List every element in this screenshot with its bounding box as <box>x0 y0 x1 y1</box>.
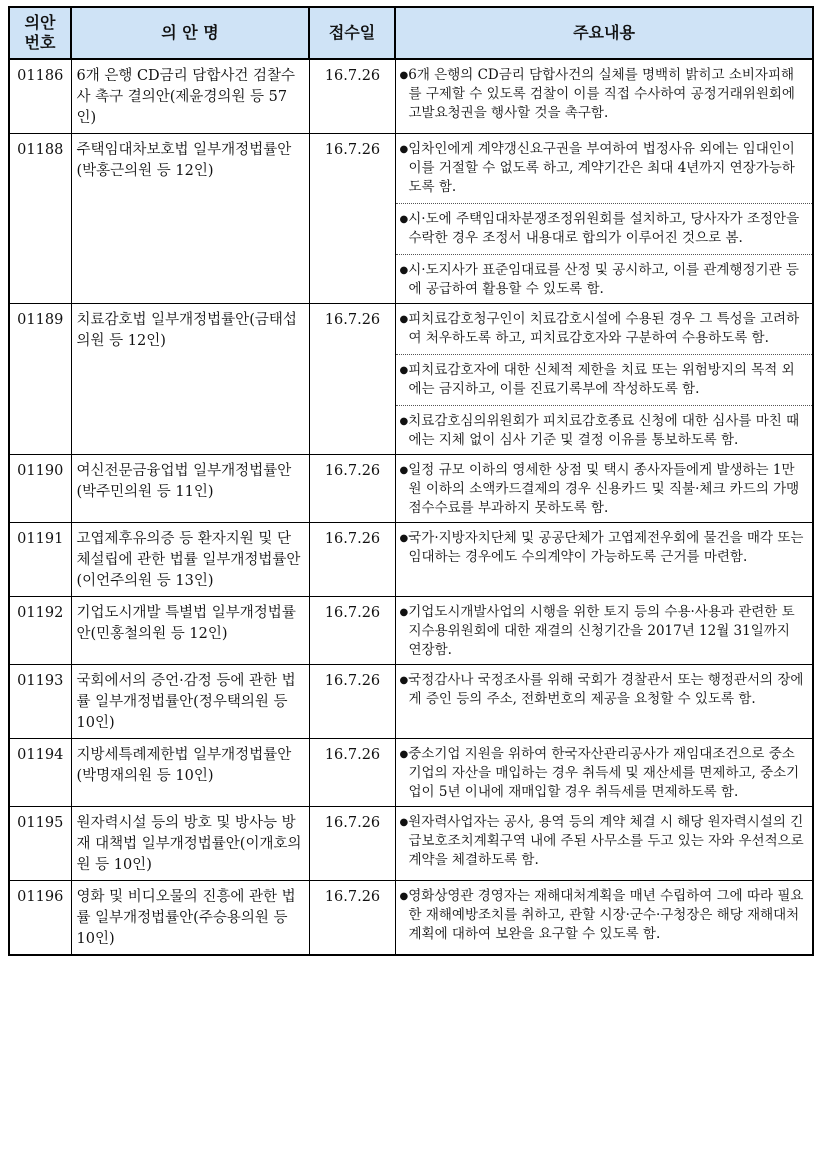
main-content <box>395 134 813 304</box>
bullet-icon: ● <box>399 214 409 225</box>
bullet-icon: ● <box>399 891 409 902</box>
content-item-text: 피치료감호청구인이 치료감호시설에 수용된 경우 그 특성을 고려하여 처우하도록 하고, 피치료감호자와 구분하여 수용하도록 함. <box>408 311 800 346</box>
bill-title: 치료감호법 일부개정법률안(금태섭의원 등 12인) <box>71 304 309 455</box>
main-content <box>395 739 813 807</box>
content-item <box>400 603 807 660</box>
main-content <box>395 665 813 739</box>
bill-number: 01193 <box>9 665 71 739</box>
content-item-text: 6개 은행의 CD금리 담합사건의 실체를 명백히 밝히고 소비자피해를 구제할 수 있도록 검찰이 이를 직접 수사하여 공정거래위원회에 고발요청권을 행사할 것을 촉구함. <box>408 67 795 121</box>
received-date: 16.7.26 <box>309 304 395 455</box>
bullet-icon: ● <box>399 749 409 760</box>
bullet-icon: ● <box>399 144 409 155</box>
table-row <box>9 739 813 807</box>
content-item <box>400 745 807 802</box>
item-divider <box>396 354 813 355</box>
content-item <box>400 461 807 518</box>
bill-number: 01189 <box>9 304 71 455</box>
content-item <box>400 140 807 197</box>
main-content <box>395 304 813 455</box>
table-row <box>9 881 813 956</box>
table-row <box>9 597 813 665</box>
table-header-row <box>9 7 813 59</box>
content-item-text: 중소기업 지원을 위하여 한국자산관리공사가 재임대조건으로 중소기업의 자산을 매입하는 경우 취득세 및 재산세를 면제하고, 중소기업이 5년 이내에 재매입할 경우 취득세를 면제하도록 함. <box>408 746 800 800</box>
bill-number: 01188 <box>9 134 71 304</box>
bullet-icon: ● <box>399 416 409 427</box>
main-content <box>395 455 813 523</box>
header-bill-title: 의 안 명 <box>71 7 309 59</box>
content-item-text: 국가·지방자치단체 및 공공단체가 고엽제전우회에 물건을 매각 또는 임대하는 경우에도 수의계약이 가능하도록 근거를 마련함. <box>408 530 804 565</box>
content-item <box>400 261 807 299</box>
bill-title: 영화 및 비디오물의 진흥에 관한 법률 일부개정법률안(주승용의원 등 10인) <box>71 881 309 956</box>
table-row <box>9 134 813 304</box>
bill-title: 기업도시개발 특별법 일부개정법률안(민홍철의원 등 12인) <box>71 597 309 665</box>
main-content <box>395 59 813 134</box>
table-row <box>9 807 813 881</box>
received-date: 16.7.26 <box>309 455 395 523</box>
bill-title: 6개 은행 CD금리 담합사건 검찰수사 촉구 결의안(제윤경의원 등 57인) <box>71 59 309 134</box>
bullet-icon: ● <box>399 265 409 276</box>
bill-title: 고엽제후유의증 등 환자지원 및 단체설립에 관한 법률 일부개정법률안(이언주의원 등 13인) <box>71 523 309 597</box>
table-row <box>9 304 813 455</box>
bill-number: 01186 <box>9 59 71 134</box>
content-item <box>400 887 807 944</box>
received-date: 16.7.26 <box>309 807 395 881</box>
bullet-icon: ● <box>399 314 409 325</box>
content-item-text: 임차인에게 계약갱신요구권을 부여하여 법정사유 외에는 임대인이 이를 거절할 수 없도록 하고, 계약기간은 최대 4년까지 연장가능하도록 함. <box>408 141 795 195</box>
main-content <box>395 881 813 956</box>
received-date: 16.7.26 <box>309 881 395 956</box>
received-date: 16.7.26 <box>309 597 395 665</box>
content-item <box>400 210 807 248</box>
content-item-text: 원자력사업자는 공사, 용역 등의 계약 체결 시 해당 원자력시설의 긴급보호조치계획구역 내에 주된 사무소를 두고 있는 자와 우선적으로 계약을 체결하도록 함. <box>408 814 804 868</box>
received-date: 16.7.26 <box>309 134 395 304</box>
table-row <box>9 665 813 739</box>
bullet-icon: ● <box>399 365 409 376</box>
bullet-icon: ● <box>399 533 409 544</box>
table-row <box>9 523 813 597</box>
content-item-text: 일정 규모 이하의 영세한 상점 및 택시 종사자들에게 발생하는 1만원 이하의 소액카드결제의 경우 신용카드 및 직불·체크 카드의 가맹점수수료를 부과하지 못하도록 함. <box>408 462 800 516</box>
content-item <box>400 671 807 709</box>
bill-table-container <box>8 6 812 956</box>
content-item <box>400 813 807 870</box>
bill-title: 국회에서의 증언·감정 등에 관한 법률 일부개정법률안(정우택의원 등 10인) <box>71 665 309 739</box>
bill-title: 여신전문금융업법 일부개정법률안(박주민의원 등 11인) <box>71 455 309 523</box>
main-content <box>395 807 813 881</box>
bullet-icon: ● <box>399 817 409 828</box>
content-item-text: 피치료감호자에 대한 신체적 제한을 치료 또는 위험방지의 목적 외에는 금지하고, 이를 진료기록부에 작성하도록 함. <box>408 362 795 397</box>
bill-title: 지방세특례제한법 일부개정법률안(박명재의원 등 10인) <box>71 739 309 807</box>
content-item-text: 기업도시개발사업의 시행을 위한 토지 등의 수용·사용과 관련한 토지수용위원회에 대한 재결의 신청기간을 2017년 12월 31일까지 연장함. <box>408 604 795 658</box>
content-item-text: 시·도에 주택임대차분쟁조정위원회를 설치하고, 당사자가 조정안을 수락한 경우 조정서 내용대로 합의가 이루어진 것으로 봄. <box>408 211 800 246</box>
bill-title: 주택임대차보호법 일부개정법률안(박홍근의원 등 12인) <box>71 134 309 304</box>
content-item-text: 치료감호심의위원회가 피치료감호종료 신청에 대한 심사를 마친 때에는 지체 없이 심사 기준 및 결정 이유를 통보하도록 함. <box>408 413 800 448</box>
received-date: 16.7.26 <box>309 523 395 597</box>
item-divider <box>396 254 813 255</box>
header-received-date: 접수일 <box>309 7 395 59</box>
item-divider <box>396 405 813 406</box>
content-item <box>400 412 807 450</box>
received-date: 16.7.26 <box>309 739 395 807</box>
content-item-text: 시·도지사가 표준임대료를 산정 및 공시하고, 이를 관계행정기관 등에 공급하여 활용할 수 있도록 함. <box>408 262 799 297</box>
bullet-icon: ● <box>399 675 409 686</box>
content-item <box>400 310 807 348</box>
bullet-icon: ● <box>399 465 409 476</box>
bullet-icon: ● <box>399 70 409 81</box>
received-date: 16.7.26 <box>309 59 395 134</box>
bill-number: 01191 <box>9 523 71 597</box>
bullet-icon: ● <box>399 607 409 618</box>
main-content <box>395 523 813 597</box>
bill-number: 01196 <box>9 881 71 956</box>
bill-table <box>8 6 814 956</box>
header-main-content: 주요내용 <box>395 7 813 59</box>
content-item-text: 국정감사나 국정조사를 위해 국회가 경찰관서 또는 행정관서의 장에게 증인 등의 주소, 전화번호의 제공을 요청할 수 있도록 함. <box>408 672 804 707</box>
content-item-text: 영화상영관 경영자는 재해대처계획을 매년 수립하여 그에 따라 필요한 재해예방조치를 취하고, 관할 시장·군수·구청장은 해당 재해대처계획에 대하여 보완을 요구할 수 있도록 함. <box>408 888 804 942</box>
bill-number: 01194 <box>9 739 71 807</box>
bill-number: 01190 <box>9 455 71 523</box>
item-divider <box>396 203 813 204</box>
table-row <box>9 455 813 523</box>
bill-title: 원자력시설 등의 방호 및 방사능 방재 대책법 일부개정법률안(이개호의원 등 10인) <box>71 807 309 881</box>
content-item <box>400 361 807 399</box>
main-content <box>395 597 813 665</box>
bill-number: 01195 <box>9 807 71 881</box>
table-row <box>9 59 813 134</box>
content-item <box>400 529 807 567</box>
bill-number: 01192 <box>9 597 71 665</box>
content-item <box>400 66 807 123</box>
received-date: 16.7.26 <box>309 665 395 739</box>
header-bill-number: 의안 번호 <box>9 7 71 59</box>
